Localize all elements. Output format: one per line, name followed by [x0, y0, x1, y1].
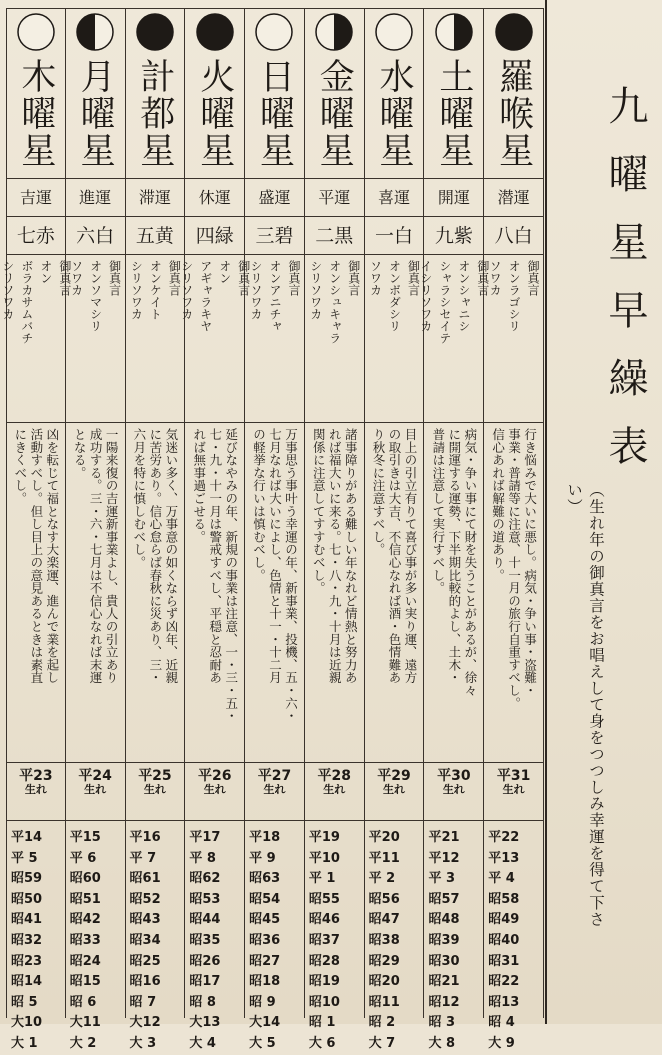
- star-name-text: 羅喉星: [493, 58, 534, 169]
- birth-year-list: [249, 828, 302, 1055]
- birth-year-item: 平20: [368, 830, 400, 845]
- mantra-line: シリソワカ: [248, 260, 263, 320]
- mantra-header: 御真言: [526, 260, 541, 296]
- star-name-text: 水曜星: [374, 58, 415, 169]
- birth-year-header: [126, 768, 185, 796]
- fortune-label: 盛運: [258, 188, 291, 207]
- birth-label: 生れ: [323, 783, 346, 796]
- star-name-text: 月曜星: [75, 58, 116, 169]
- birth-year-heisei: 平29: [377, 768, 411, 784]
- birth-year-item: 大11: [69, 1015, 101, 1031]
- mantra-line: ソワカ: [69, 260, 84, 296]
- birth-year-item: 昭58: [488, 891, 520, 907]
- moon-phase-icon: [494, 12, 534, 52]
- page-title-text: 九曜星早繰表: [602, 85, 648, 493]
- birth-year-item: 昭39: [428, 932, 460, 948]
- star-name-text: 木曜星: [15, 58, 56, 169]
- birth-year-item: 平17: [189, 830, 221, 845]
- mantra-line: アギャラキヤ: [198, 260, 213, 332]
- birth-year-header: [484, 768, 543, 796]
- birth-year-item: 昭13: [488, 994, 520, 1010]
- description-line: に開運する運勢、下半期比較的よし、土木・: [446, 428, 462, 684]
- birth-year-list: [428, 828, 481, 1055]
- birth-year-item: 昭15: [69, 974, 101, 990]
- kyusei-label: 八白: [494, 225, 533, 247]
- star-column: [305, 8, 365, 1051]
- mantra-line: オンラゴシリ: [507, 260, 522, 332]
- star-name-text: 金曜星: [314, 58, 355, 169]
- moon-phase-icon: [254, 12, 294, 52]
- birth-year-header: [7, 768, 65, 796]
- birth-label: 生れ: [442, 783, 465, 796]
- moon-phase-icon: [314, 12, 354, 52]
- description-line: 活動すべし。但し目上の意見あるときは素直: [28, 428, 44, 684]
- kyusei-label: 四緑: [195, 225, 234, 247]
- mantra-line: イシリソワカ: [418, 260, 433, 332]
- birth-year-item: 昭20: [368, 974, 400, 990]
- birth-year-item: 昭61: [129, 871, 161, 887]
- birth-year-item: 昭50: [11, 891, 43, 907]
- mantra-line: オンシュキャラ: [327, 260, 342, 344]
- birth-year-item: 昭63: [249, 871, 281, 887]
- birth-year-item: 昭29: [368, 953, 400, 969]
- birth-year-item: 大 3: [129, 1035, 157, 1051]
- description-line: 普請は注意して実行すべし。: [430, 428, 446, 595]
- fortune-label: 滞運: [138, 188, 171, 207]
- moon-phase-icon: [16, 12, 56, 52]
- birth-year-item: 平 5: [11, 850, 38, 866]
- birth-year-item: 昭36: [249, 932, 281, 948]
- birth-year-item: 平18: [249, 830, 281, 845]
- description-line: の軽挙な行いは慎むべし。: [251, 428, 267, 582]
- birth-year-item: 平13: [488, 850, 520, 866]
- description-line: 病気・争い事にて財を失うことがあるが、徐々: [462, 428, 478, 697]
- mantra-header: 御真言: [406, 260, 421, 296]
- birth-year-item: 大 8: [428, 1035, 456, 1051]
- birth-year-item: 大 9: [488, 1035, 515, 1051]
- fortune-label: 喜運: [378, 188, 411, 207]
- mantra-line: オン: [38, 260, 53, 284]
- birth-year-item: 昭60: [69, 871, 101, 887]
- birth-year-item: 大 7: [368, 1035, 396, 1051]
- mantra-line: オンケイト: [148, 260, 163, 320]
- birth-year-header: [185, 768, 244, 796]
- rule-under-kyusei: [6, 254, 544, 255]
- description-line: にきくべし。: [12, 428, 28, 505]
- fortune-description: [247, 428, 302, 758]
- birth-year-heisei: 平23: [19, 768, 53, 784]
- mantra-line: シリソワカ: [179, 260, 194, 320]
- description-line: れば無事過ごせる。: [191, 428, 207, 544]
- birth-year-item: 昭37: [308, 932, 340, 948]
- birth-year-item: 昭26: [189, 953, 221, 969]
- birth-year-item: 平 4: [488, 871, 515, 887]
- star-name: [484, 58, 543, 198]
- star-name: [424, 58, 483, 198]
- birth-year-item: 昭30: [428, 953, 460, 969]
- mantra-line: ソワカ: [488, 260, 503, 296]
- description-line: 関係に注意してすすむべし。: [311, 428, 327, 595]
- birth-year-item: 昭44: [189, 912, 221, 928]
- star-column: [66, 8, 126, 1051]
- birth-year-item: 昭 6: [69, 994, 97, 1010]
- fortune-description: [426, 428, 481, 758]
- birth-year-item: 平 9: [249, 850, 276, 866]
- birth-year-header: [245, 768, 304, 796]
- description-line: 行き悩みで大いに悪し。病気・争い事・盗難・: [522, 428, 538, 697]
- birth-year-item: 昭25: [129, 953, 161, 969]
- birth-year-item: 昭 9: [249, 994, 276, 1010]
- birth-year-list: [309, 828, 362, 1055]
- mantra-header: 御真言: [236, 260, 251, 296]
- star-name: [126, 58, 185, 198]
- birth-year-item: 大 5: [249, 1035, 276, 1051]
- birth-year-list: [130, 828, 183, 1055]
- fortune-label: 開運: [437, 188, 470, 207]
- mantra-header: 御真言: [346, 260, 361, 296]
- description-line: 事業・普請等に注意、十一月の旅行自重すべし。: [506, 428, 522, 710]
- birth-year-item: 平 8: [189, 850, 216, 866]
- birth-year-heisei: 平27: [257, 768, 292, 784]
- description-line: 延びなやみの年、新規の事業は注意、一・三・五・: [223, 428, 239, 723]
- moon-phase-icon: [195, 12, 235, 52]
- birth-year-item: 昭34: [129, 932, 161, 948]
- birth-year-heisei: 平31: [496, 768, 531, 784]
- mantra-header: 御真言: [286, 260, 301, 296]
- birth-year-item: 平 1: [308, 871, 336, 887]
- kyusei-label: 一白: [375, 225, 414, 247]
- birth-year-item: 大13: [189, 1015, 221, 1031]
- birth-year-item: 昭 1: [308, 1015, 336, 1031]
- kyusei-label: 九紫: [434, 225, 473, 247]
- birth-year-item: 平11: [368, 850, 400, 866]
- birth-year-item: 平10: [308, 850, 340, 866]
- birth-year-list: [488, 828, 541, 1055]
- mantra-line: ボラカサムバチ: [19, 260, 34, 344]
- description-line: 七月なれば大いによし、色情と十一・十二月: [267, 428, 283, 684]
- fortune-label: 平運: [318, 188, 351, 207]
- mantra-block: [179, 260, 251, 420]
- rule-under-birth-header: [6, 820, 544, 821]
- kyusei-label: 六白: [76, 225, 115, 247]
- rule-top: [6, 8, 544, 9]
- description-line: り秋冬に注意すべし。: [371, 428, 387, 556]
- birth-year-item: 昭62: [189, 871, 221, 887]
- birth-year-item: 昭41: [11, 912, 43, 928]
- description-line: 目上の引立有りて喜び事が多い実り運、遠方: [403, 428, 419, 684]
- birth-year-item: 昭35: [189, 932, 221, 948]
- birth-year-item: 昭 3: [428, 1015, 456, 1031]
- fortune-description: [128, 428, 183, 758]
- rule-under-fortune: [6, 216, 544, 217]
- description-line: 万事思う事叶う幸運の年、新事業、投機、五・六・: [283, 428, 299, 723]
- description-line: 諸事障りがある難しい年なれど情熱と努力あ: [343, 428, 359, 684]
- birth-year-item: 昭32: [11, 932, 43, 948]
- birth-year-item: 平 7: [129, 850, 157, 866]
- birth-year-item: 昭21: [428, 974, 460, 990]
- star-column: [245, 8, 305, 1051]
- birth-year-item: 平12: [428, 850, 460, 866]
- mantra-block: [484, 260, 543, 420]
- birth-year-item: 大 2: [69, 1035, 97, 1051]
- mantra-block: [305, 260, 364, 420]
- fortune-description: [187, 428, 242, 758]
- mantra-block: [418, 260, 490, 420]
- mantra-header: 御真言: [167, 260, 182, 296]
- mantra-line: オンソマシリ: [88, 260, 103, 332]
- description-line: 六月を特に慎しむべし。: [131, 428, 147, 569]
- birth-year-item: 昭 4: [488, 1015, 515, 1031]
- mantra-block: [0, 260, 72, 420]
- birth-label: 生れ: [24, 783, 47, 796]
- star-name-text: 日曜星: [254, 58, 295, 169]
- birth-year-list: [189, 828, 242, 1055]
- birth-year-item: 昭43: [129, 912, 161, 928]
- birth-year-item: 昭57: [428, 891, 460, 907]
- birth-year-item: 昭14: [11, 974, 43, 990]
- birth-label: 生れ: [383, 783, 406, 796]
- birth-year-item: 平14: [11, 830, 43, 845]
- star-column: [126, 8, 186, 1051]
- birth-year-header: [365, 768, 424, 796]
- birth-year-item: 昭45: [249, 912, 281, 928]
- birth-year-item: 昭51: [69, 891, 101, 907]
- birth-year-item: 昭52: [129, 891, 161, 907]
- birth-year-list: [369, 828, 422, 1055]
- description-line: となる。: [72, 428, 88, 480]
- birth-year-item: 昭46: [308, 912, 340, 928]
- rule-under-mantra: [6, 422, 544, 423]
- birth-year-list: [11, 828, 63, 1055]
- birth-year-item: 大 6: [308, 1035, 336, 1051]
- star-column: [0, 8, 72, 1051]
- birth-year-item: 大 4: [189, 1035, 216, 1051]
- moon-phase-icon: [374, 12, 414, 52]
- birth-year-heisei: 平30: [437, 768, 471, 784]
- moon-phase-icon: [75, 12, 115, 52]
- birth-year-heisei: 平28: [317, 768, 351, 784]
- birth-year-item: 昭11: [368, 994, 400, 1010]
- star-name: [7, 58, 65, 198]
- fortune-label: 吉運: [19, 188, 52, 207]
- birth-year-heisei: 平25: [138, 768, 172, 784]
- star-name: [245, 58, 304, 198]
- description-line: の取引きは大吉、不信心なれば酒・色情難あ: [387, 428, 403, 684]
- description-line: れば福大いに来る。七・八・九・十月は近親: [327, 428, 343, 684]
- birth-year-item: 大14: [249, 1015, 281, 1031]
- fortune-label: 休運: [198, 188, 231, 207]
- birth-year-item: 昭 8: [189, 994, 216, 1010]
- mantra-line: オンボダシリ: [387, 260, 402, 332]
- page-title: [600, 85, 650, 493]
- birth-year-item: 昭 7: [129, 994, 157, 1010]
- birth-year-item: 昭55: [308, 891, 340, 907]
- birth-year-item: 昭40: [488, 932, 520, 948]
- kyusei-label: 七赤: [16, 225, 55, 247]
- mantra-line: ソワカ: [368, 260, 383, 296]
- mantra-line: シリソワカ: [308, 260, 323, 320]
- mantra-line: シリソワカ: [129, 260, 144, 320]
- birth-year-item: 平 2: [368, 871, 396, 887]
- description-line: 七・九・十一月は警戒すべし、平穏と忍耐あ: [207, 428, 223, 684]
- birth-year-item: 大10: [11, 1015, 43, 1031]
- birth-year-item: 平22: [488, 830, 520, 845]
- star-column: [418, 8, 490, 1051]
- mantra-line: オン: [217, 260, 232, 284]
- birth-year-item: 昭47: [368, 912, 400, 928]
- birth-year-item: 昭42: [69, 912, 101, 928]
- birth-year-item: 平19: [308, 830, 340, 845]
- birth-year-item: 平16: [129, 830, 161, 845]
- rule-under-description: [6, 762, 544, 763]
- kyusei-label: 二黒: [315, 225, 354, 247]
- mantra-line: シャラシセイテ: [437, 260, 452, 344]
- star-name: [365, 58, 424, 198]
- star-name: [66, 58, 125, 198]
- page-subtitle: [565, 482, 605, 942]
- fortune-description: [367, 428, 422, 758]
- description-line: 一陽来復の吉運新事業よし、貴人の引立あり: [104, 428, 120, 684]
- birth-year-item: 昭10: [308, 994, 340, 1010]
- birth-label: 生れ: [263, 783, 286, 796]
- mantra-line: オンシャニシ: [456, 260, 471, 332]
- birth-year-heisei: 平24: [78, 768, 112, 784]
- title-divider: [545, 0, 547, 1024]
- page-subtitle-text: （生れ年の御真言をお唱えして身をつつしみ幸運を得て下さい）: [565, 482, 605, 928]
- birth-year-item: 大 1: [11, 1035, 38, 1051]
- birth-label: 生れ: [203, 783, 226, 796]
- moon-phase-icon: [434, 12, 474, 52]
- birth-year-item: 昭24: [69, 953, 101, 969]
- birth-year-item: 昭28: [308, 953, 340, 969]
- birth-label: 生れ: [84, 783, 107, 796]
- birth-year-heisei: 平26: [197, 768, 232, 784]
- description-line: 凶を転じて福となす大楽運、進んで業を起し: [44, 428, 60, 684]
- birth-year-header: [66, 768, 125, 796]
- birth-year-item: 平 6: [69, 850, 97, 866]
- mantra-block: [245, 260, 304, 420]
- mantra-line: オンアニチャ: [267, 260, 282, 332]
- star-name-text: 火曜星: [194, 58, 235, 169]
- birth-year-item: 昭54: [249, 891, 281, 907]
- kyusei-label: 三碧: [255, 225, 294, 247]
- mantra-block: [66, 260, 125, 420]
- birth-year-list: [70, 828, 123, 1055]
- fortune-description: [9, 428, 63, 758]
- birth-label: 生れ: [502, 783, 525, 796]
- star-column: [484, 8, 544, 1051]
- mantra-header: 御真言: [107, 260, 122, 296]
- birth-label: 生れ: [143, 783, 166, 796]
- mantra-block: [365, 260, 424, 420]
- birth-year-item: 昭12: [428, 994, 460, 1010]
- mantra-header: 御真言: [475, 260, 490, 296]
- mantra-block: [126, 260, 185, 420]
- description-line: 気迷い多く、万事意の如くならず凶年、近親: [163, 428, 179, 684]
- birth-year-item: 昭17: [189, 974, 221, 990]
- mantra-header: 御真言: [57, 260, 72, 296]
- birth-year-item: 昭33: [69, 932, 101, 948]
- description-line: 信心あれば解難の道あり。: [490, 428, 506, 582]
- kyusei-label: 五黄: [135, 225, 174, 247]
- birth-year-item: 昭 2: [368, 1015, 396, 1031]
- mantra-line: シリソワカ: [0, 260, 15, 320]
- birth-year-item: 平15: [69, 830, 101, 845]
- birth-year-item: 平 3: [428, 871, 456, 887]
- moon-phase-icon: [135, 12, 175, 52]
- birth-year-item: 昭 5: [11, 994, 38, 1010]
- birth-year-header: [424, 768, 483, 796]
- star-name: [305, 58, 364, 198]
- fortune-description: [68, 428, 123, 758]
- star-name-text: 計都星: [134, 58, 175, 169]
- birth-year-item: 昭49: [488, 912, 520, 928]
- birth-year-item: 昭31: [488, 953, 520, 969]
- description-line: に苦労あり。信心怠らば春秋に災あり、三・: [147, 428, 163, 684]
- birth-year-item: 昭23: [11, 953, 43, 969]
- fortune-label: 潜運: [497, 188, 530, 207]
- birth-year-item: 大12: [129, 1015, 161, 1031]
- birth-year-item: 昭56: [368, 891, 400, 907]
- birth-year-item: 昭16: [129, 974, 161, 990]
- star-name: [185, 58, 244, 198]
- birth-year-item: 昭19: [308, 974, 340, 990]
- fortune-description: [307, 428, 362, 758]
- star-column: [179, 8, 251, 1051]
- birth-year-item: 昭22: [488, 974, 520, 990]
- birth-year-item: 昭38: [368, 932, 400, 948]
- birth-year-item: 昭59: [11, 871, 43, 887]
- fortune-label: 進運: [79, 188, 112, 207]
- birth-year-item: 昭18: [249, 974, 281, 990]
- fortune-description: [486, 428, 541, 758]
- description-line: 成功する。三・六・七月は不信心なれば末運: [88, 428, 104, 684]
- fortune-table: [0, 8, 544, 1051]
- birth-year-item: 昭48: [428, 912, 460, 928]
- birth-year-item: 昭27: [249, 953, 281, 969]
- rule-under-names: [6, 178, 544, 179]
- star-name-text: 土曜星: [433, 58, 474, 169]
- star-column: [365, 8, 425, 1051]
- birth-year-header: [305, 768, 364, 796]
- birth-year-item: 平21: [428, 830, 460, 845]
- birth-year-item: 昭53: [189, 891, 221, 907]
